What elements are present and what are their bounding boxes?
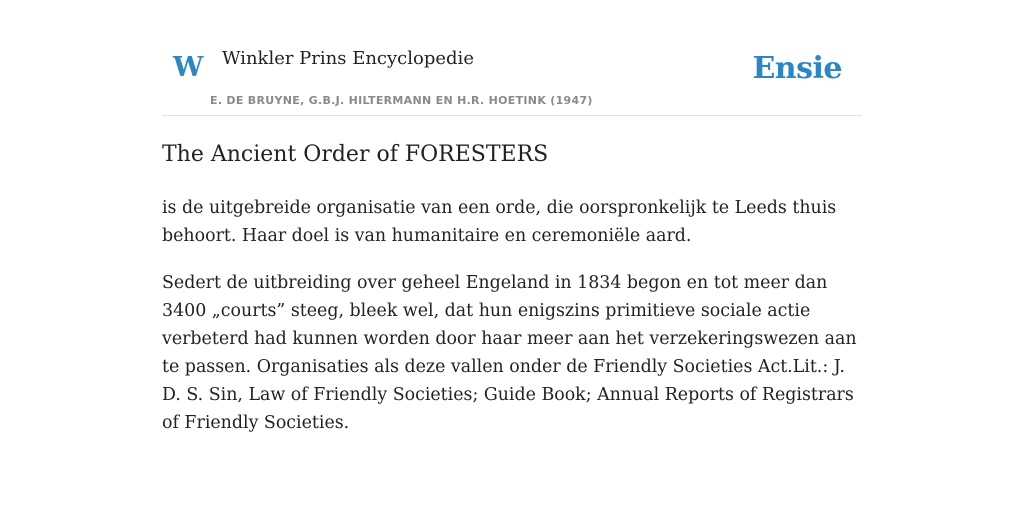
publication-logo[interactable]: W xyxy=(173,52,204,83)
publication-title[interactable]: Winkler Prins Encyclopedie xyxy=(222,48,474,69)
source-header xyxy=(162,40,862,116)
article-paragraph-2: Sedert de uitbreiding over geheel Engeland in 1834 begon en tot meer dan 3400 „courts” steeg, bleek wel, dat hun enigszins primitieve sociale actie verbeterd had kunnen worden door haar meer aan het verzekeringswezen aan te passen. Organisaties als deze vallen onder de Friendly Societies Act.Lit.: J. D. S. Sin, Law of Friendly Societies; Guide Book; Annual Reports of Registrars of Friendly Societies. xyxy=(162,273,857,433)
article-paragraph-1: is de uitgebreide organisatie van een orde, die oorspronkelijk te Leeds thuis behoort. Haar doel is van humanitaire en ceremoniële aard. xyxy=(162,198,837,246)
article-card xyxy=(162,40,862,437)
publication-authors: E. DE BRUYNE, G.B.J. HILTERMANN EN H.R. HOETINK (1947) xyxy=(210,94,593,107)
ensie-brand-logo[interactable]: Ensie xyxy=(752,51,842,86)
article-title: The Ancient Order of FORESTERS xyxy=(162,142,549,167)
